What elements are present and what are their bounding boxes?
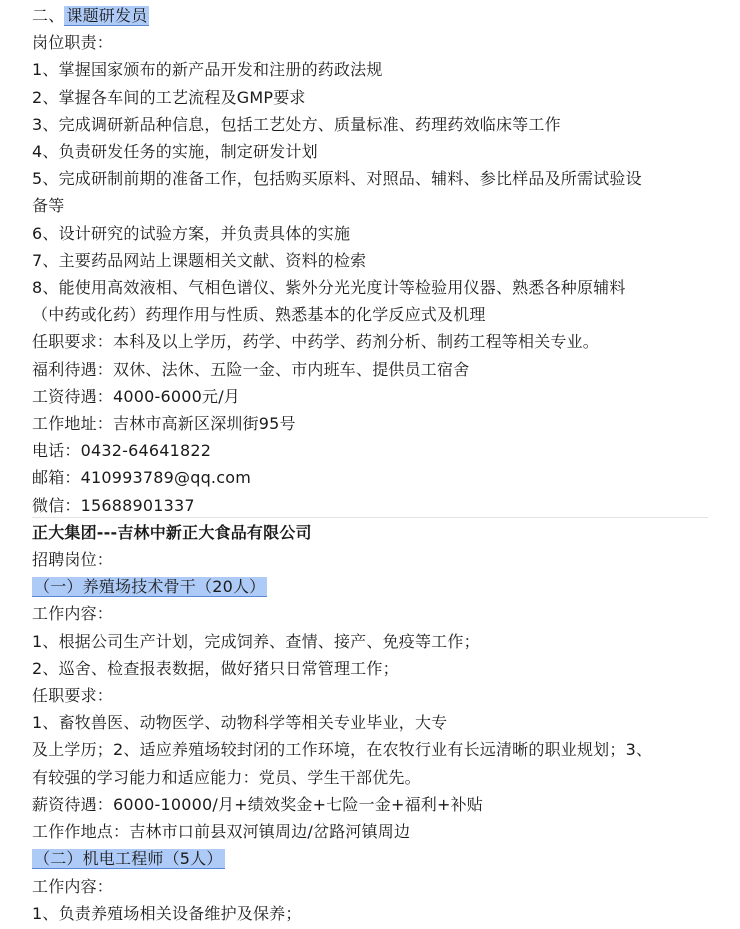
wechat: 微信：15688901337 <box>32 495 195 515</box>
content-item: 2、巡舍、检查报表数据，做好猪只日常管理工作； <box>32 658 399 678</box>
content-label: 工作内容： <box>32 604 114 624</box>
duty-item: 3、完成调研新品种信息，包括工艺处方、质量标准、药理药效临床等工作 <box>32 114 561 134</box>
company-name: 正大集团---吉林中新正大食品有限公司 <box>32 522 312 542</box>
duty-item: 备等 <box>32 196 65 216</box>
content-label: 工作内容： <box>32 876 114 896</box>
job-title <box>32 845 740 872</box>
duty-item: 5、完成研制前期的准备工作，包括购买原料、对照品、辅料、参比样品及所需试验设 <box>32 169 642 189</box>
address: 工作地址：吉林市高新区深圳街95号 <box>32 414 296 434</box>
duty-item: 1、掌握国家颁布的新产品开发和注册的药政法规 <box>32 60 383 80</box>
welfare: 福利待遇：双休、法休、五险一金、市内班车、提供员工宿舍 <box>32 359 470 379</box>
heading-prefix: 二、 <box>32 6 65 25</box>
divider <box>32 517 708 518</box>
job-location: 工作作地点：吉林市口前县双河镇周边/岔路河镇周边 <box>32 822 411 842</box>
job-title-highlight[interactable]: （一）养殖场技术骨干（20人） <box>34 577 266 597</box>
req-label: 任职要求： <box>32 686 114 706</box>
heading-title-highlight[interactable]: 课题研发员 <box>66 6 148 25</box>
duty-item: 4、负责研发任务的实施，制定研发计划 <box>32 142 318 162</box>
positions-label: 招聘岗位： <box>32 550 114 570</box>
job-title <box>32 573 740 600</box>
email: 邮箱：410993789@qq.com <box>32 468 251 488</box>
duty-label: 岗位职责： <box>32 33 114 53</box>
req-item: 有较强的学习能力和适应能力：党员、学生干部优先。 <box>32 767 421 787</box>
req-item: 1、畜牧兽医、动物医学、动物科学等相关专业毕业，大专 <box>32 713 448 733</box>
salary: 工资待遇：4000-6000元/月 <box>32 386 241 406</box>
section-heading <box>32 2 740 29</box>
duty-item: 2、掌握各车间的工艺流程及GMP要求 <box>32 87 306 107</box>
duty-item: 6、设计研究的试验方案，并负责具体的实施 <box>32 223 351 243</box>
duty-item: （中药或化药）药理作用与性质、熟悉基本的化学反应式及机理 <box>32 305 486 325</box>
phone: 电话：0432-64641822 <box>32 441 212 461</box>
duty-item: 8、能使用高效液相、气相色谱仪、紫外分光光度计等检验用仪器、熟悉各种原辅料 <box>32 278 626 298</box>
job-salary: 薪资待遇：6000-10000/月+绩效奖金+七险一金+福利+补贴 <box>32 794 484 814</box>
job-title-highlight[interactable]: （二）机电工程师（5人） <box>34 849 223 869</box>
duty-item: 7、主要药品网站上课题相关文献、资料的检索 <box>32 250 367 270</box>
req-item: 及上学历；2、适应养殖场较封闭的工作环境，在农牧行业有长远清晰的职业规划；3、 <box>32 740 653 760</box>
content-item: 1、根据公司生产计划，完成饲养、查情、接产、免疫等工作； <box>32 631 480 651</box>
requirements: 任职要求：本科及以上学历，药学、中药学、药剂分析、制药工程等相关专业。 <box>32 332 600 352</box>
content-item: 1、负责养殖场相关设备维护及保养； <box>32 903 302 923</box>
